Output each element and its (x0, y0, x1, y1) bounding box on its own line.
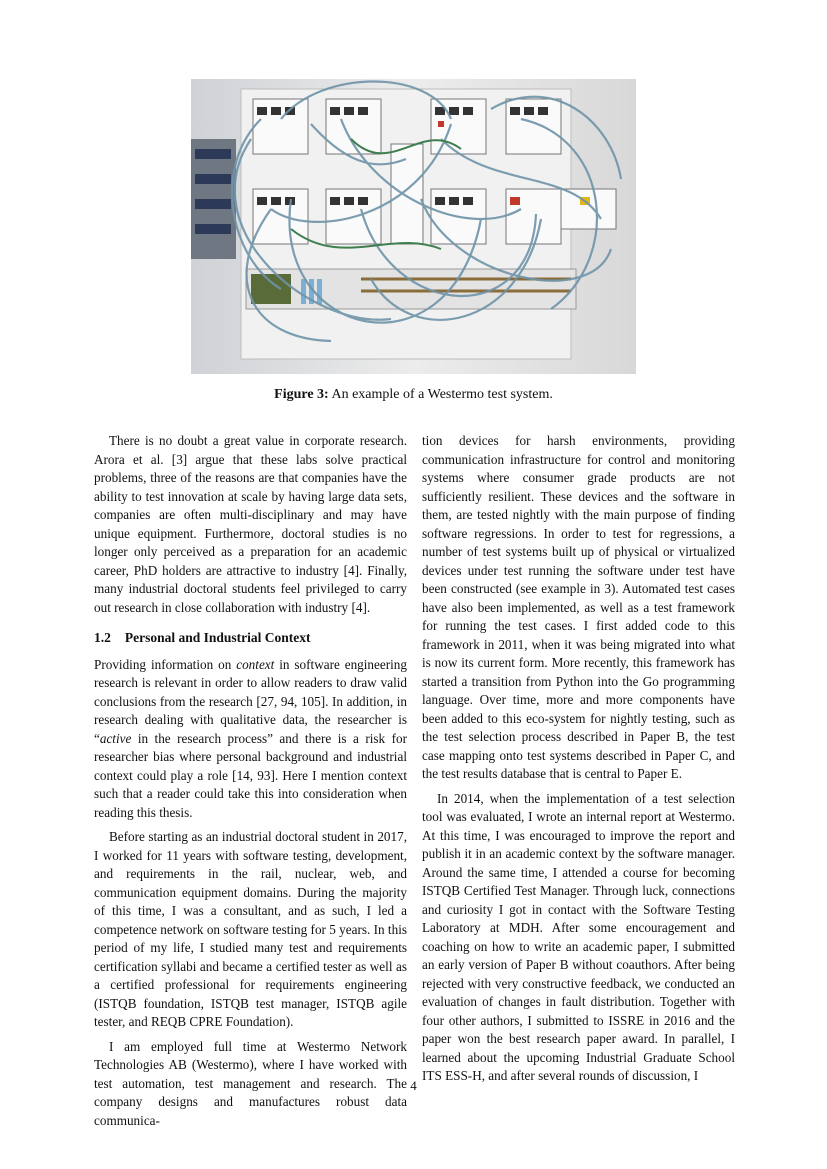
left-column (94, 432, 407, 1130)
page-number: 4 (410, 1078, 417, 1093)
figure-photo (191, 79, 636, 374)
test-system-photo-icon (191, 79, 636, 374)
section-number: 1.2 (94, 630, 111, 645)
right-paragraph-2: In 2014, when the implementation of a test selection tool was evaluated, I wrote an internal report at Westermo. At this time, I was encouraged to improve the report and publish it in an academic context by the software manager. Around the same time, I attended a course for becoming ISTQB Certified Test Manager. Through luck, connections and curiosity I got in contact with the Software Testing Laboratory at MDH. After some encouragement and coaching on how to write an academic paper, I submitted an early version of Paper B without coauthors. After being rejected with very constructive feedback, we conducted an evaluation of changes in fault distribution. Together with four other authors, I submitted to ISSRE in 2016 and the paper won the best research paper award. In parallel, I learned about the upcoming Industrial Graduate School ITS ESS-H, and after several rounds of discussion, I (422, 790, 735, 1083)
left-paragraph-1: There is no doubt a great value in corporate research. Arora et al. [3] argue that these labs solve practical problems, three of the reasons are that companies have the ability to test innovation at scale by having large data sets, companies are often multi-disciplinary and may have unique equipment. Furthermore, doctoral studies is no longer only perceived as a preparation for an academic career, PhD holders are attractive to industry [4]. Finally, many industrial doctoral students feel privileged to carry out research in close collaboration with industry [4]. (94, 433, 407, 615)
section-heading (94, 629, 407, 648)
figure-caption (191, 387, 636, 403)
figure-caption-text: An example of a Westermo test system. (331, 387, 553, 402)
left-paragraph-4: I am employed full time at Westermo Network Technologies AB (Westermo), where I have worked with test automation, test management and research. The company designs and manufactures robust data communica- (94, 1038, 407, 1128)
section-title: Personal and Industrial Context (124, 630, 311, 645)
figure-label: Figure 3: (274, 387, 329, 402)
right-paragraph-1: tion devices for harsh environments, providing communication infrastructure for control and monitoring systems where consumer grade products are not sufficiently resilient. These devices and the software in them, are tested nightly with the main purpose of finding software regressions. In order to test for regressions, a number of test systems built up of physical or virtualized devices under test running the software under test have been constructed (see example in 3). Automated test cases have also been implemented, as well as a test framework for running the test cases. I first added code to this framework in 2011, when it was being migrated into what is now its current form. More recently, this framework has started a transition from Python into the Go programming language. Over time, more and more components have been added to this eco-system for nightly testing, such as the test selection process described in Paper B, the test case mapping onto test systems described in Paper C, and the test results database that is central to Paper E. (422, 433, 735, 781)
left-paragraph-2: Providing information on context in software engineering research is relevant in order to allow readers to draw valid conclusions from the research [27, 94, 105]. In addition, in research dealing with qualitative data, the researcher is “active in the research process” and there is a risk for researcher bias where personal background and industrial context could play a role [14, 93]. Here I mention context such that a reader could take this into consideration when reading this thesis. (94, 656, 407, 820)
right-column (422, 432, 735, 1086)
left-paragraph-3: Before starting as an industrial doctoral student in 2017, I worked for 11 years with software testing, development, and requirements in the rail, nuclear, web, and communication equipment domains. During the majority of this time, I was a consultant, and as such, I led a competence network on software testing for 5 years. In this period of my life, I studied many test and requirements certification syllabi and became a certified tester as well as a certified professional for requirements engineering (ISTQB foundation, ISTQB test manager, ISTQB agile tester, and REQB CPRE Foundation). (94, 829, 407, 1029)
